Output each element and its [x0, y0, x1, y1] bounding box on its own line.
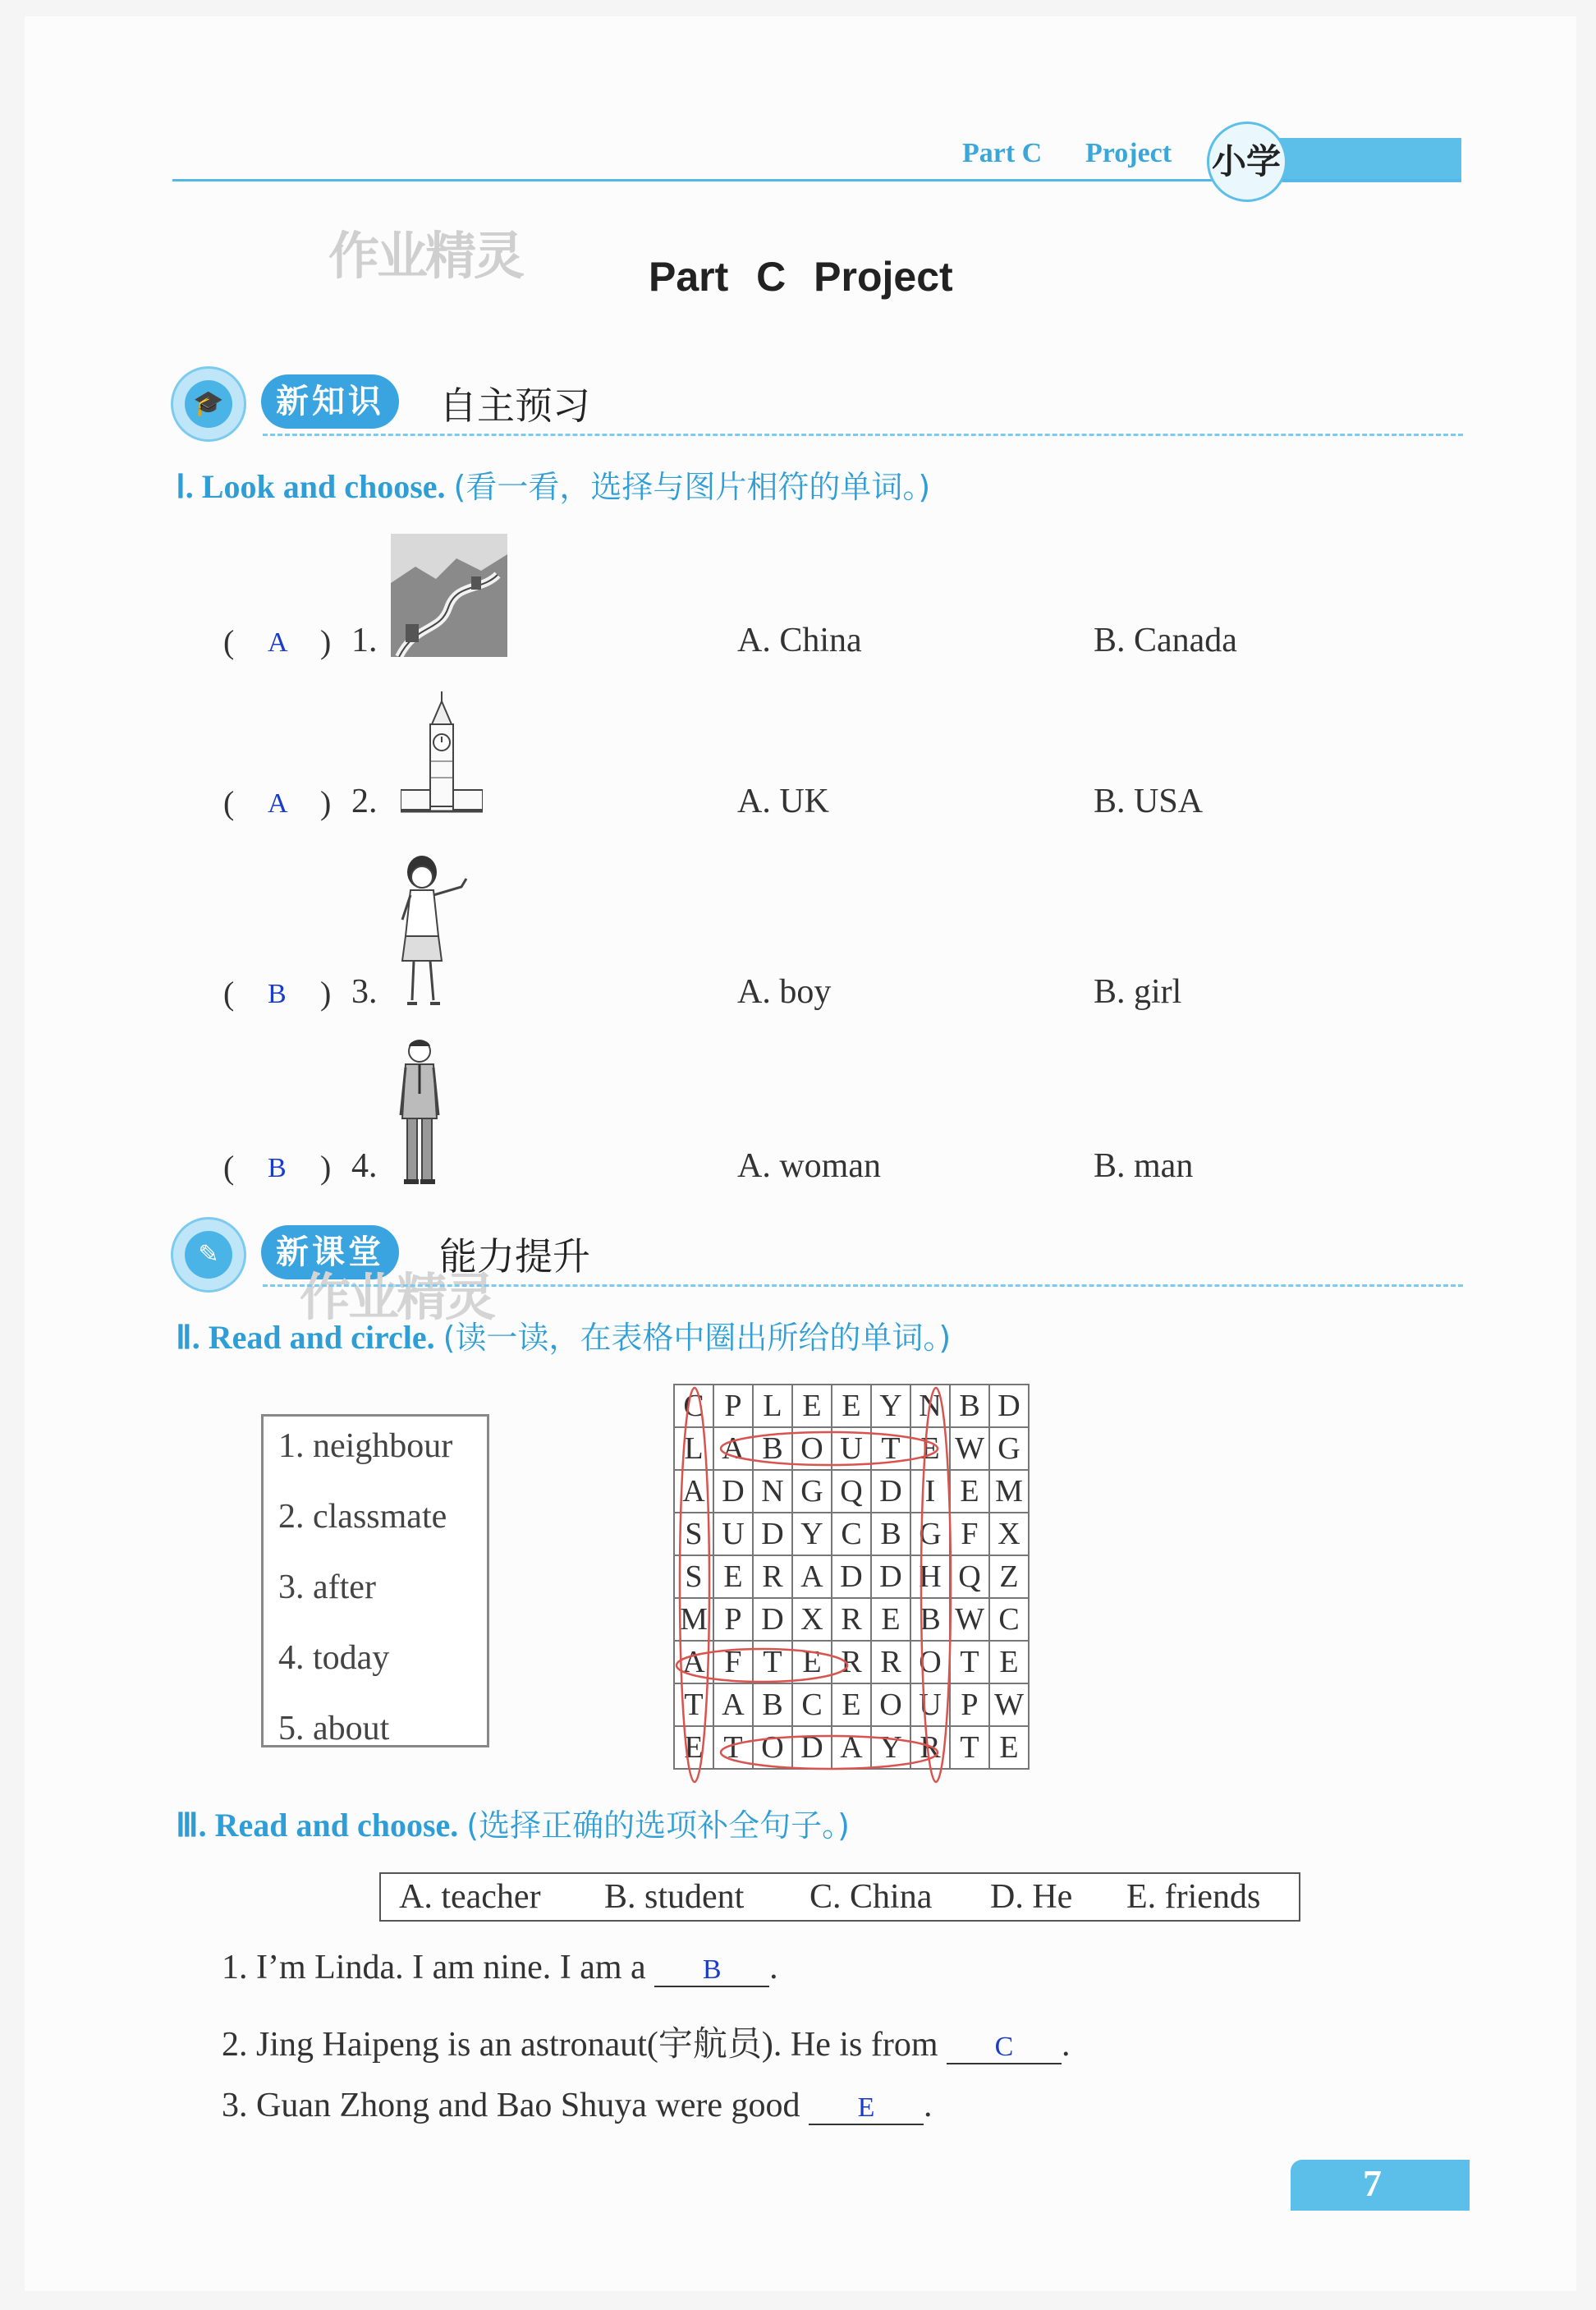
grid-cell: A [792, 1555, 832, 1598]
grid-cell: D [832, 1555, 871, 1598]
header-band [1273, 138, 1461, 182]
q1-answer-3: B [268, 979, 287, 1009]
q2-heading [176, 1312, 951, 1357]
grid-cell: Y [792, 1513, 832, 1555]
grid-cell: B [871, 1513, 910, 1555]
grid-cell: B [753, 1427, 792, 1470]
watermark-2: 作业精灵 [300, 1267, 494, 1327]
grid-cell: M [989, 1470, 1029, 1513]
grid-cell: W [950, 1427, 989, 1470]
grid-cell: Q [950, 1555, 989, 1598]
grid-cell: F [713, 1641, 753, 1683]
grid-cell: W [950, 1598, 989, 1641]
option-item: A. teacher [399, 1878, 541, 1916]
grid-cell: E [792, 1641, 832, 1683]
word-item: 2. classmate [278, 1498, 447, 1536]
grid-cell: E [910, 1427, 950, 1470]
grid-cell: U [713, 1513, 753, 1555]
grid-cell: T [753, 1641, 792, 1683]
grid-cell: U [910, 1683, 950, 1726]
grid-cell: T [950, 1641, 989, 1683]
grid-cell: G [792, 1470, 832, 1513]
grid-cell: G [910, 1513, 950, 1555]
grid-cell: U [832, 1427, 871, 1470]
grid-cell: L [753, 1385, 792, 1427]
grid-cell: L [674, 1427, 713, 1470]
grid-cell: O [753, 1726, 792, 1769]
logo-text: 小学 [1212, 141, 1282, 181]
big-ben-picture [401, 691, 483, 816]
option-item: C. China [809, 1878, 933, 1916]
circle-after [676, 1649, 847, 1682]
grid-cell: Y [871, 1726, 910, 1769]
grid-cell: B [753, 1683, 792, 1726]
grid-cell: A [832, 1726, 871, 1769]
word-list-box [261, 1414, 489, 1747]
q2-heading-en: Ⅱ. Read and circle. [176, 1319, 435, 1356]
grid-cell: O [910, 1641, 950, 1683]
grid-cell: A [713, 1427, 753, 1470]
q1-row-4: ( B ) 4. [223, 1147, 378, 1186]
circle-about [721, 1432, 938, 1465]
grid-cell: R [871, 1641, 910, 1683]
grid-cell: D [753, 1598, 792, 1641]
grid-cell: E [792, 1385, 832, 1427]
grid-cell: X [792, 1598, 832, 1641]
circle-classmate [680, 1388, 709, 1782]
great-wall-picture [391, 534, 507, 657]
grid-cell: R [832, 1641, 871, 1683]
grid-cell: D [713, 1470, 753, 1513]
grid-cell: A [674, 1470, 713, 1513]
q3-heading [176, 1800, 850, 1845]
section2-divider [263, 1284, 1463, 1287]
q3-sentence-1: 1. I’m Linda. I am nine. I am a B . [222, 1949, 778, 1986]
grid-cell: O [871, 1683, 910, 1726]
grid-cell: E [713, 1555, 753, 1598]
grid-cell: Z [989, 1555, 1029, 1598]
grid-cell: T [871, 1427, 910, 1470]
grid-cell: R [753, 1555, 792, 1598]
grid-cell: P [713, 1598, 753, 1641]
q1-option-b-2: B. USA [1094, 783, 1204, 820]
grid-cell: P [950, 1683, 989, 1726]
grid-cell: Y [871, 1385, 910, 1427]
grid-cell: I [910, 1470, 950, 1513]
grid-cell: T [950, 1726, 989, 1769]
grid-cell: C [989, 1598, 1029, 1641]
q3-sentence-3: 3. Guan Zhong and Bao Shuya were good E . [222, 2087, 933, 2124]
q1-heading-cn: (看一看，选择与图片相符的单词。) [453, 469, 931, 505]
q3-heading-cn: (选择正确的选项补全句子。) [466, 1807, 850, 1844]
grid-cell: R [832, 1598, 871, 1641]
section2-subtitle: 能力提升 [439, 1234, 590, 1279]
q1-option-a-4: A. woman [737, 1147, 881, 1185]
circle-today [721, 1736, 938, 1769]
q3-blank-3: E [809, 2092, 924, 2125]
graduation-cap-icon: 🎓 [185, 380, 232, 428]
grid-cell: E [989, 1726, 1029, 1769]
q1-option-b-3: B. girl [1094, 973, 1182, 1011]
q3-sentence-2: 2. Jing Haipeng is an astronaut(宇航员). He is from C . [222, 2026, 1071, 2064]
q1-answer-2: A [268, 788, 288, 819]
q1-answer-4: B [268, 1153, 287, 1183]
grid-cell: P [713, 1385, 753, 1427]
section1-divider [263, 434, 1463, 436]
grid-cell: D [989, 1385, 1029, 1427]
section1-subtitle: 自主预习 [439, 383, 590, 428]
grid-cell: D [753, 1513, 792, 1555]
grid-cell: T [674, 1683, 713, 1726]
word-item: 1. neighbour [278, 1427, 453, 1465]
section1-icon [171, 366, 246, 442]
q1-num-1: 1. [351, 622, 378, 659]
grid-cell: E [989, 1641, 1029, 1683]
q1-num-2: 2. [351, 783, 378, 820]
page-title: Part C Project [649, 254, 953, 300]
grid-cell: D [792, 1726, 832, 1769]
q1-option-a-1: A. China [737, 622, 862, 659]
book-icon: ✎ [185, 1231, 232, 1279]
q1-row-1: ( A ) 1. [223, 622, 378, 660]
grid-cell: B [910, 1598, 950, 1641]
page-number: 7 [1363, 2162, 1382, 2204]
section1-badge: 新知识 [261, 374, 399, 429]
word-item: 5. about [278, 1710, 390, 1747]
section2-badge: 新课堂 [261, 1225, 399, 1279]
option-item: E. friends [1126, 1878, 1261, 1916]
watermark: 作业精灵 [328, 226, 523, 286]
option-item: B. student [604, 1878, 745, 1916]
header-part: Part C [962, 138, 1043, 168]
grid-cell: C [674, 1385, 713, 1427]
q2-heading-cn: (读一读，在表格中圈出所给的单词。) [443, 1320, 952, 1356]
word-item: 4. today [278, 1639, 390, 1677]
q3-blank-1: B [654, 1954, 769, 1987]
word-item: 3. after [278, 1568, 376, 1606]
grid-cell: H [910, 1555, 950, 1598]
grid-cell: M [674, 1598, 713, 1641]
girl-picture [388, 854, 478, 1010]
q1-heading-en: Ⅰ. Look and choose. [176, 468, 446, 505]
man-picture [391, 1036, 448, 1187]
grid-cell: S [674, 1513, 713, 1555]
grid-cell: D [871, 1470, 910, 1513]
grid-cell: T [713, 1726, 753, 1769]
grid-cell: N [753, 1470, 792, 1513]
grid-cell: A [713, 1683, 753, 1726]
q1-num-4: 4. [351, 1147, 378, 1185]
grid-cell: E [674, 1726, 713, 1769]
grid-cell: E [871, 1598, 910, 1641]
q1-row-3: ( B ) 3. [223, 973, 378, 1012]
header-project: Project [1085, 138, 1172, 168]
grid-cell: F [950, 1513, 989, 1555]
options-box [379, 1872, 1300, 1922]
grid-cell: S [674, 1555, 713, 1598]
q3-heading-en: Ⅲ. Read and choose. [176, 1807, 459, 1844]
grid-cell: O [792, 1427, 832, 1470]
grid-cell: E [832, 1385, 871, 1427]
q1-option-b-1: B. Canada [1094, 622, 1237, 659]
grid-cell: C [832, 1513, 871, 1555]
grid-cell: Q [832, 1470, 871, 1513]
grid-cell: E [832, 1683, 871, 1726]
grid-circles [673, 1384, 1034, 1786]
grid-cell: X [989, 1513, 1029, 1555]
q1-option-a-3: A. boy [737, 973, 832, 1011]
grid-cell: B [950, 1385, 989, 1427]
q1-option-a-2: A. UK [737, 783, 829, 820]
grid-cell: W [989, 1683, 1029, 1726]
grid-cell: A [674, 1641, 713, 1683]
grid-cell: C [792, 1683, 832, 1726]
q1-option-b-4: B. man [1094, 1147, 1194, 1185]
grid-cell: N [910, 1385, 950, 1427]
q1-answer-1: A [268, 627, 288, 658]
q1-heading [176, 462, 930, 507]
q1-row-2: ( A ) 2. [223, 783, 378, 821]
q3-blank-2: C [947, 2032, 1062, 2064]
section2-icon [171, 1217, 246, 1293]
grid-cell: E [950, 1470, 989, 1513]
grid-cell: D [871, 1555, 910, 1598]
option-item: D. He [990, 1878, 1073, 1916]
grid-cell: G [989, 1427, 1029, 1470]
q1-num-3: 3. [351, 973, 378, 1011]
grid-cell: R [910, 1726, 950, 1769]
